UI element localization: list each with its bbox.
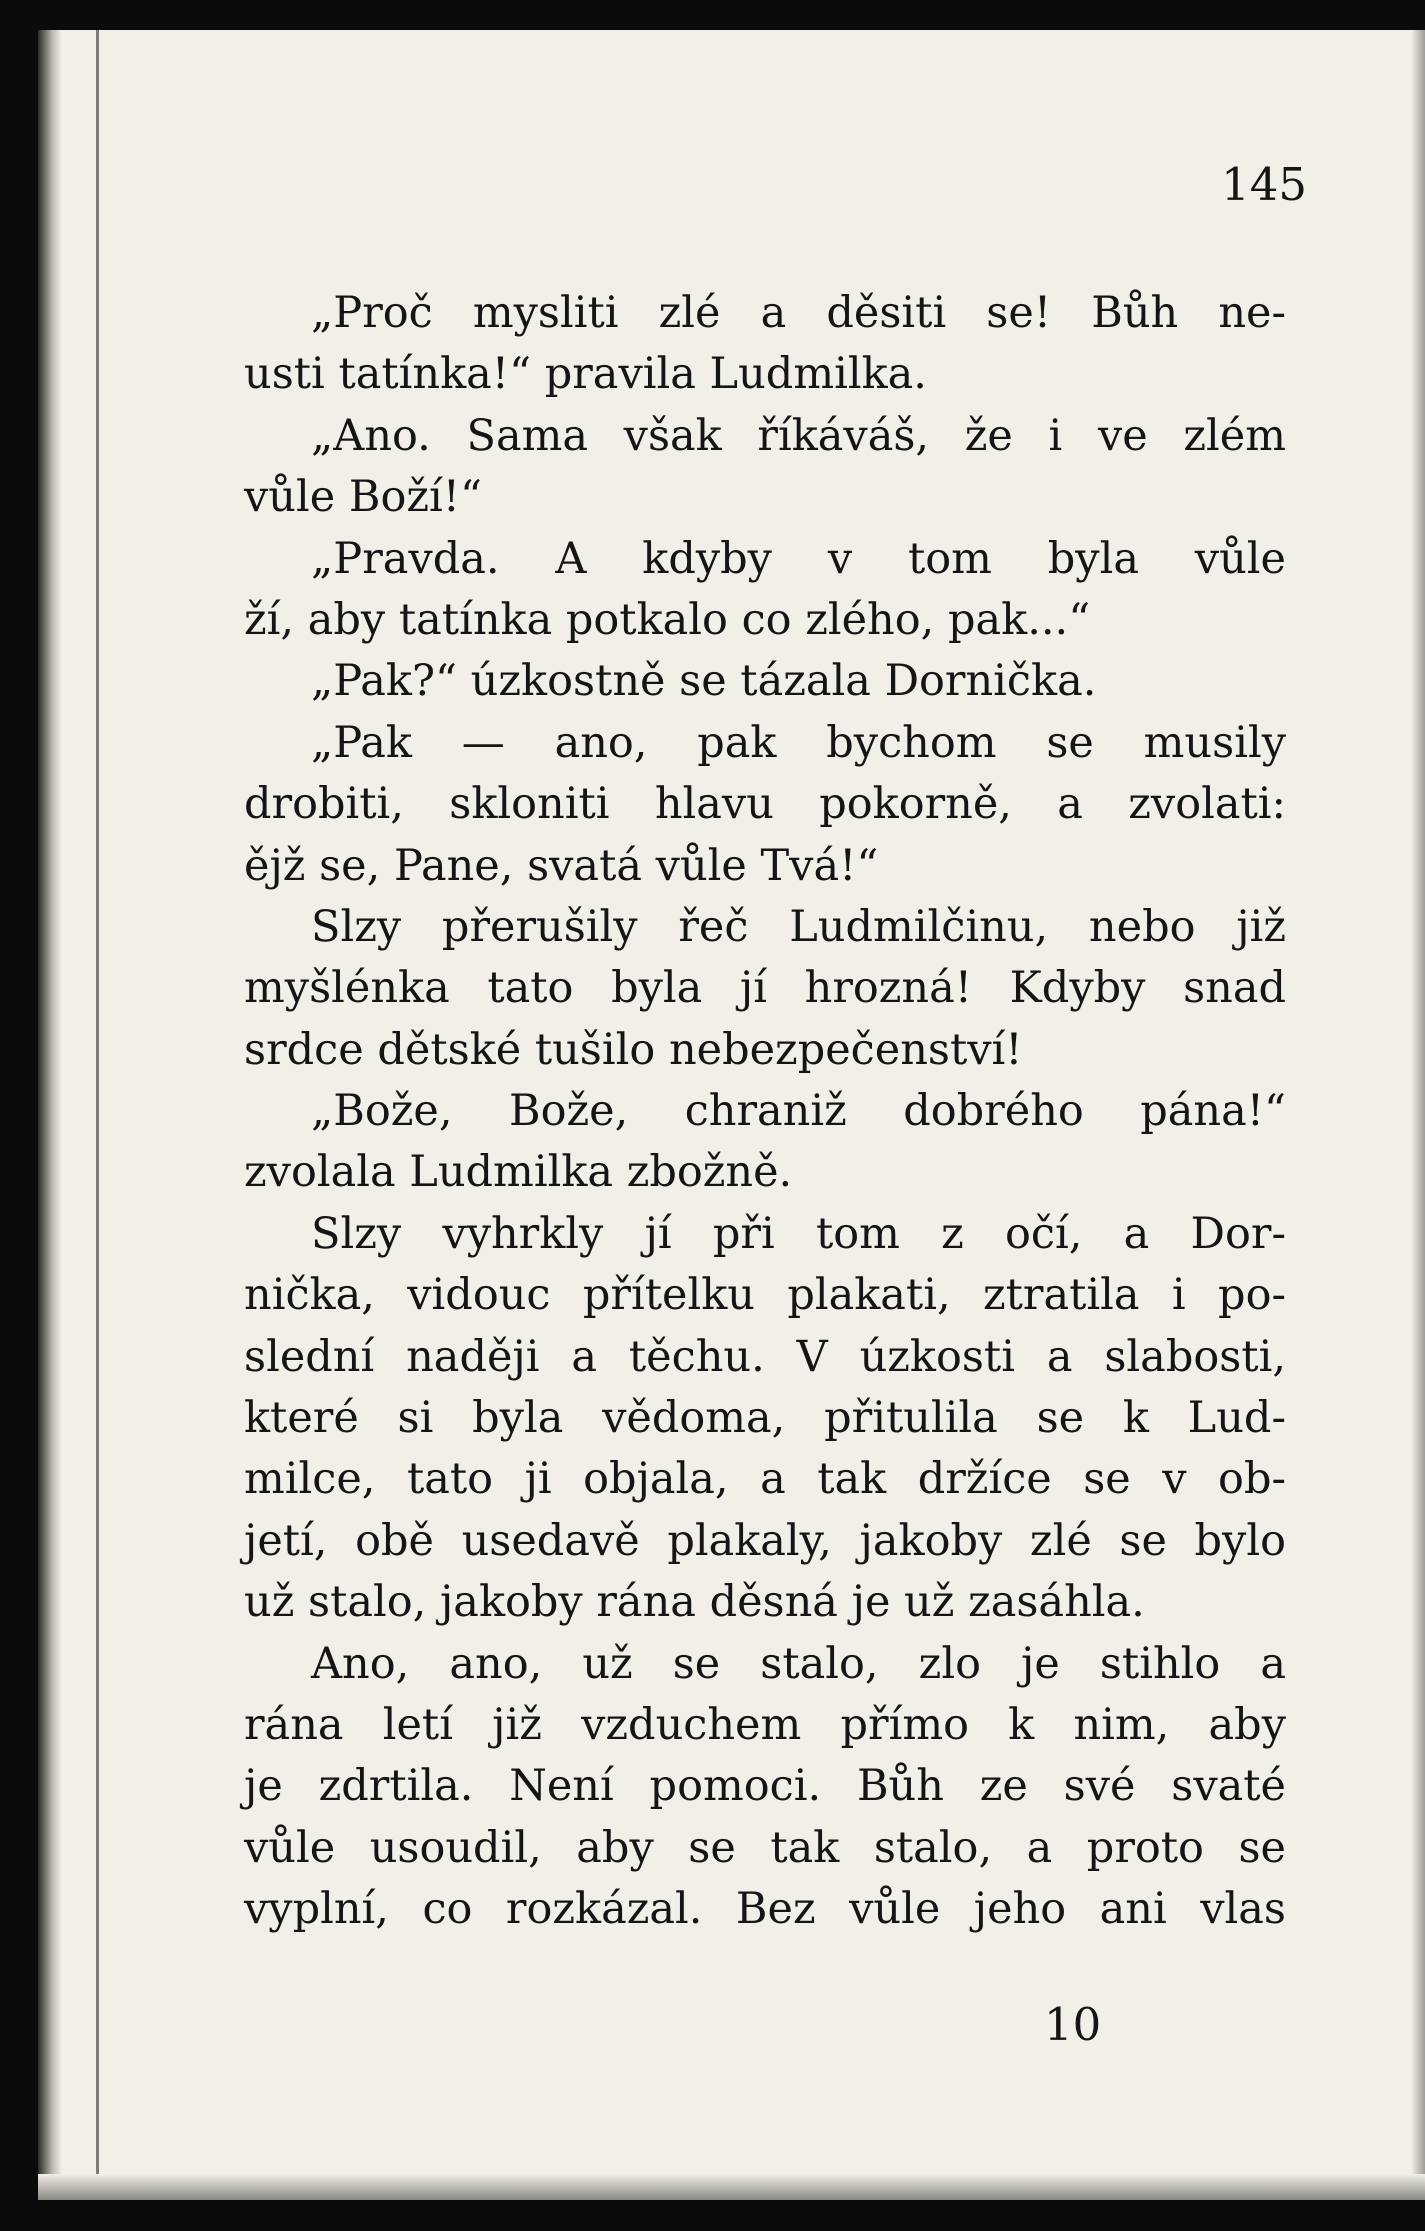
gutter-shadow bbox=[38, 30, 62, 2200]
text-line: myšlénka tato byla jí hrozná! Kdyby snad bbox=[244, 963, 1286, 1014]
text-line: „Pak?“ úzkostně se tázala Dornička. bbox=[311, 656, 1097, 707]
text-line: vůle Boží!“ bbox=[244, 472, 483, 523]
text-line: už stalo, jakoby rána děsná je už zasáhla. bbox=[244, 1577, 1145, 1628]
text-line: nička, vidouc přítelku plakati, ztratila i po- bbox=[244, 1270, 1286, 1321]
bottom-edge-shadow bbox=[38, 2174, 1425, 2200]
text-line: srdce dětské tušilo nebezpečenství! bbox=[244, 1024, 1023, 1075]
text-line: vůle usoudil, aby se tak stalo, a proto se bbox=[244, 1822, 1286, 1873]
text-line: „Ano. Sama však říkáváš, že i ve zlém bbox=[311, 410, 1286, 461]
text-line: „Bože, Bože, chraniž dobrého pána!“ bbox=[311, 1086, 1286, 1137]
text-line: Slzy přerušily řeč Ludmilčinu, nebo již bbox=[311, 901, 1286, 952]
text-line: zvolala Ludmilka zbožně. bbox=[244, 1147, 793, 1198]
text-line: usti tatínka!“ pravila Ludmilka. bbox=[244, 349, 927, 400]
text-line: ějž se, Pane, svatá vůle Tvá!“ bbox=[244, 840, 879, 891]
text-line: které si byla vědoma, přitulila se k Lud- bbox=[244, 1393, 1286, 1444]
text-line: rána letí již vzduchem přímo k nim, aby bbox=[244, 1699, 1286, 1750]
binding-edge bbox=[96, 30, 99, 2200]
text-line: slední naději a těchu. V úzkosti a slabosti, bbox=[244, 1331, 1286, 1382]
text-line: je zdrtila. Není pomoci. Bůh ze své svaté bbox=[244, 1761, 1286, 1812]
text-line: „Proč mysliti zlé a děsiti se! Bůh ne- bbox=[311, 288, 1286, 338]
text-line: „Pravda. A kdyby v tom byla vůle bbox=[311, 533, 1286, 584]
text-line: jetí, obě usedavě plakaly, jakoby zlé se bylo bbox=[244, 1515, 1286, 1566]
signature-mark: 10 bbox=[1044, 1998, 1102, 2051]
page-edge-shadow bbox=[1411, 30, 1425, 2200]
text-line: Ano, ano, už se stalo, zlo je stihlo a bbox=[311, 1638, 1286, 1689]
page-number: 145 bbox=[1221, 158, 1307, 211]
text-line: milce, tato ji objala, a tak držíce se v ob- bbox=[244, 1454, 1286, 1505]
text-line: ží, aby tatínka potkalo co zlého, pak...“ bbox=[244, 594, 1091, 645]
text-line: „Pak — ano, pak bychom se musily bbox=[311, 717, 1286, 768]
text-line: Slzy vyhrkly jí při tom z očí, a Dor- bbox=[311, 1208, 1286, 1259]
text-line: vyplní, co rozkázal. Bez vůle jeho ani vlas bbox=[244, 1884, 1286, 1935]
body-text bbox=[244, 283, 1286, 1941]
text-line: drobiti, skloniti hlavu pokorně, a zvolati: bbox=[244, 779, 1286, 830]
